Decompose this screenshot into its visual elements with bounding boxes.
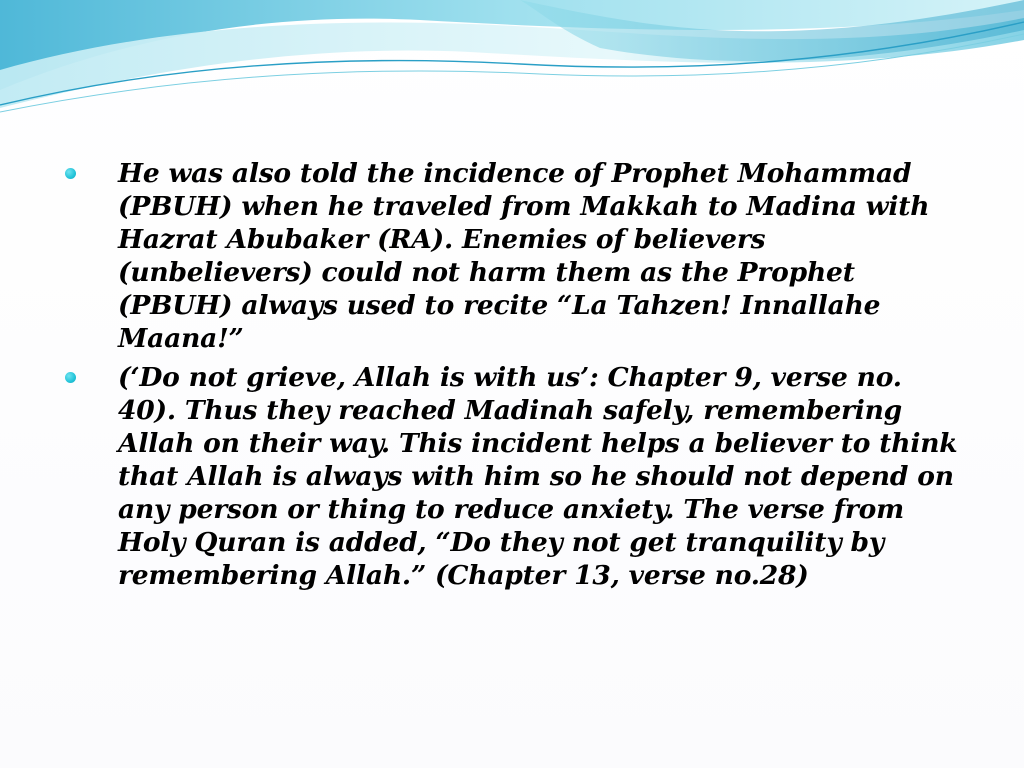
bullet-item <box>62 157 967 355</box>
bullet-dot-icon <box>65 372 76 383</box>
wave-header-decoration <box>0 0 1024 130</box>
bullet-text: (‘Do not grieve, Allah is with us’: Chapter 9, verse no. 40). Thus they reached Madinah safely, remembering Allah on their way. This incident helps a believer to think that Allah is always with him so he should not depend on any person or thing to reduce anxiety. The verse from Holy Quran is added, “Do they not get tranquility by remembering Allah.” (Chapter 13, verse no.28) <box>118 362 958 591</box>
bullet-text: He was also told the incidence of Prophet Mohammad (PBUH) when he traveled from Makkah to Madina with Hazrat Abubaker (RA). Enemies of believers (unbelievers) could not harm them as the Prophet (PBUH) always used to recite “La Tahzen! Innallahe Maana!” <box>118 158 930 354</box>
bullet-dot-icon <box>65 168 76 179</box>
bullet-list <box>62 157 967 598</box>
bullet-item <box>62 361 967 592</box>
